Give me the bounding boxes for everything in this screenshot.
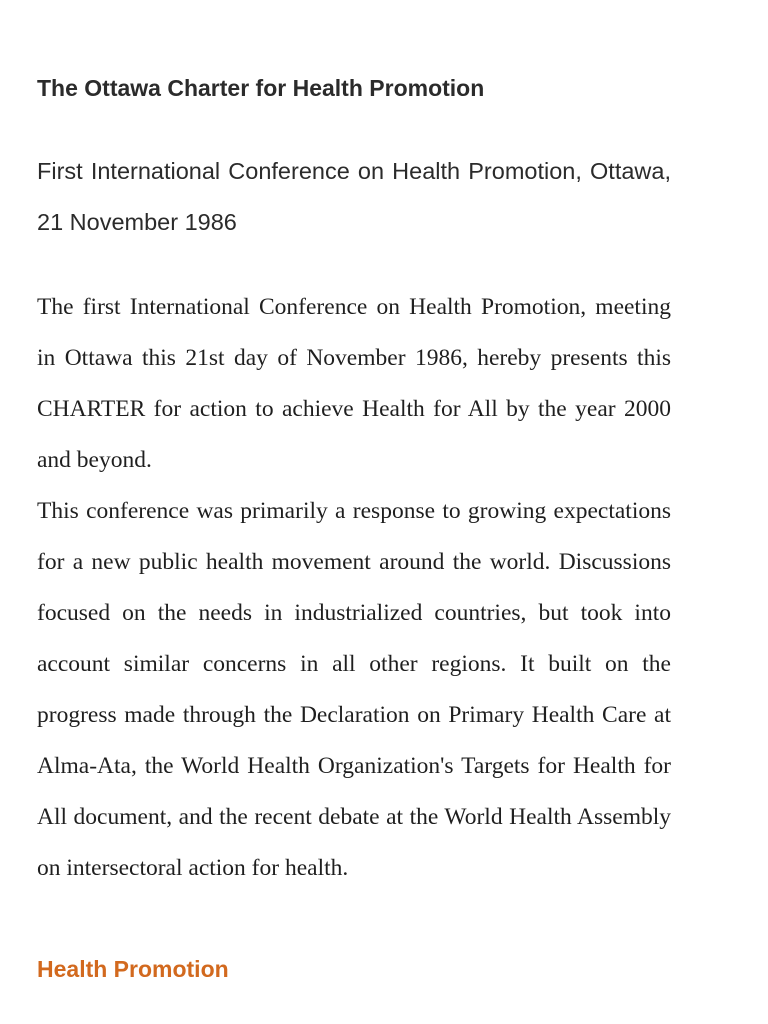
document-title: The Ottawa Charter for Health Promotion — [37, 75, 485, 101]
context-paragraph: This conference was primarily a response to growing expectations for a new public health movement around the world. Discussions focused on the needs in industrialized countries, but took into account similar concerns in all other regions. It built on the progress made through the Declaration on Primary Health Care at Alma-Ata, the World Health Organization's Targets for Health for All document, and the recent debate at the World Health Assembly on intersectoral action for health. — [37, 498, 671, 881]
intro-paragraph: The first International Conference on Health Promotion, meeting in Ottawa this 21st day of November 1986, hereby presents this CHARTER for action to achieve Health for All by the year 2000 and beyond. — [37, 294, 671, 473]
document-subtitle: First International Conference on Health Promotion, Ottawa, 21 November 1986 — [37, 158, 671, 235]
section-heading: Health Promotion — [37, 956, 229, 982]
